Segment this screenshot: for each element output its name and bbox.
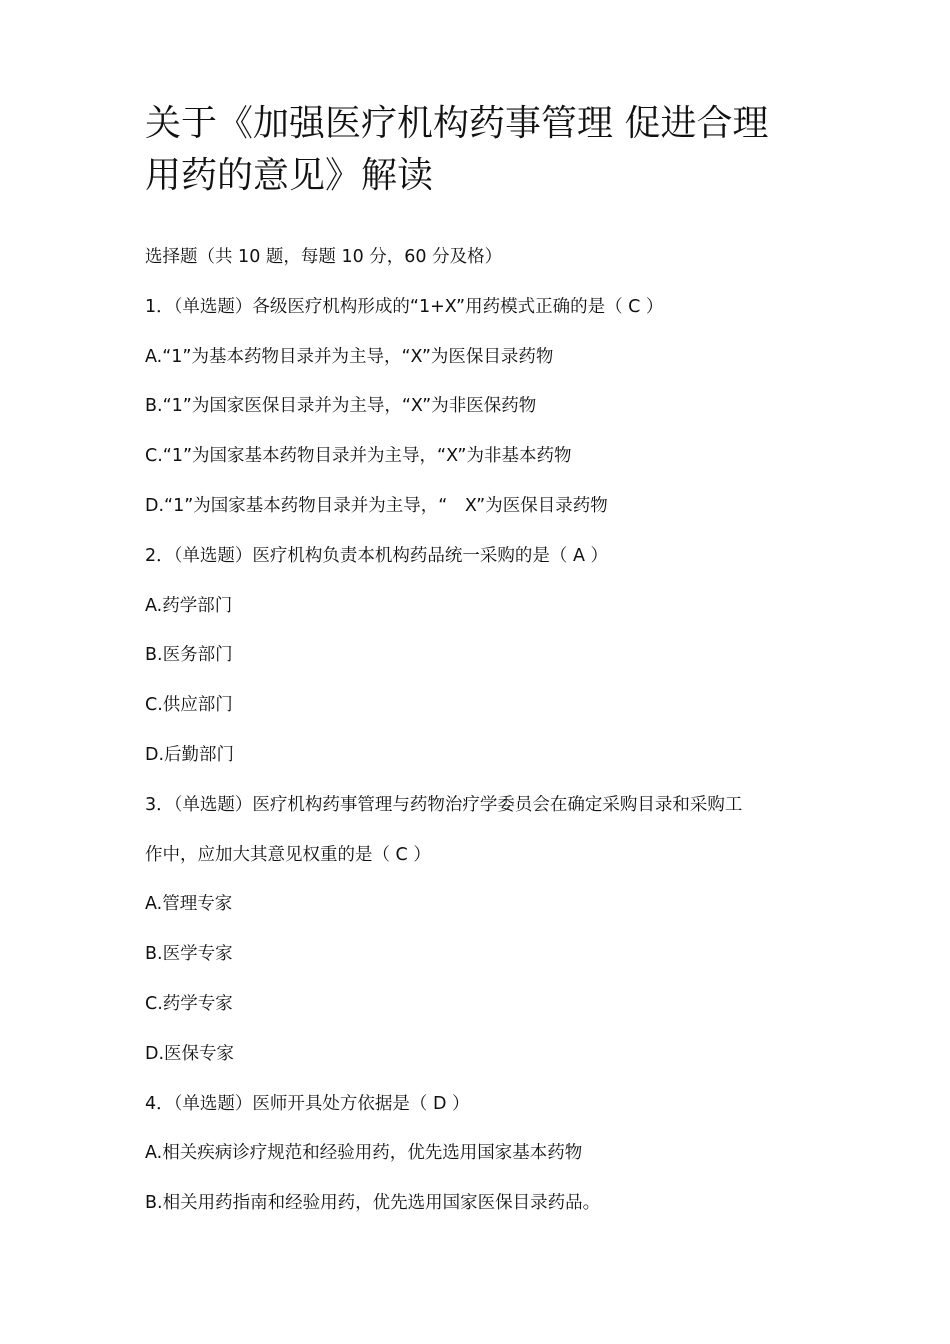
question-1-option-c: C.“1”为国家基本药物目录并为主导，“X”为非基本药物	[145, 446, 572, 467]
question-3-option-b: B.医学专家	[145, 944, 233, 965]
question-3-line-2: 作中，应加大其意见权重的是（ C ）	[145, 844, 431, 865]
question-3-option-d: D.医保专家	[145, 1043, 235, 1064]
question-2-option-c: C.供应部门	[145, 695, 233, 716]
question-3-line-1: 3．（单选题）医疗机构药事管理与药物治疗学委员会在确定采购目录和采购工	[145, 794, 743, 815]
question-2: 2．（单选题）医疗机构负责本机构药品统一采购的是（ A ）	[145, 545, 608, 566]
question-3-option-a: A.管理专家	[145, 894, 233, 915]
question-list	[145, 240, 825, 1236]
question-4-option-b: B.相关用药指南和经验用药，优先选用国家医保目录药品。	[145, 1193, 601, 1214]
question-2-option-d: D.后勤部门	[145, 744, 235, 765]
document-title	[145, 98, 825, 202]
question-4: 4．（单选题）医师开具处方依据是（ D ）	[145, 1093, 470, 1114]
question-3-option-c: C.药学专家	[145, 993, 233, 1014]
question-1-option-a: A.“1”为基本药物目录并为主导，“X”为医保目录药物	[145, 346, 554, 367]
question-1: 1．（单选题）各级医疗机构形成的“1+X”用药模式正确的是（ C ）	[145, 296, 664, 317]
question-1-option-d: D.“1”为国家基本药物目录并为主导，“ X”为医保目录药物	[145, 495, 608, 516]
section-header: 选择题（共 10 题，每题 10 分，60 分及格）	[145, 247, 503, 267]
question-2-option-a: A.药学部门	[145, 595, 233, 616]
question-2-option-b: B.医务部门	[145, 645, 233, 666]
title-line-1: 关于《加强医疗机构药事管理 促进合理	[145, 103, 769, 144]
question-1-option-b: B.“1”为国家医保目录并为主导，“X”为非医保药物	[145, 396, 537, 417]
title-line-2: 用药的意见》解读	[145, 155, 434, 196]
question-4-option-a: A.相关疾病诊疗规范和经验用药，优先选用国家基本药物	[145, 1143, 583, 1164]
